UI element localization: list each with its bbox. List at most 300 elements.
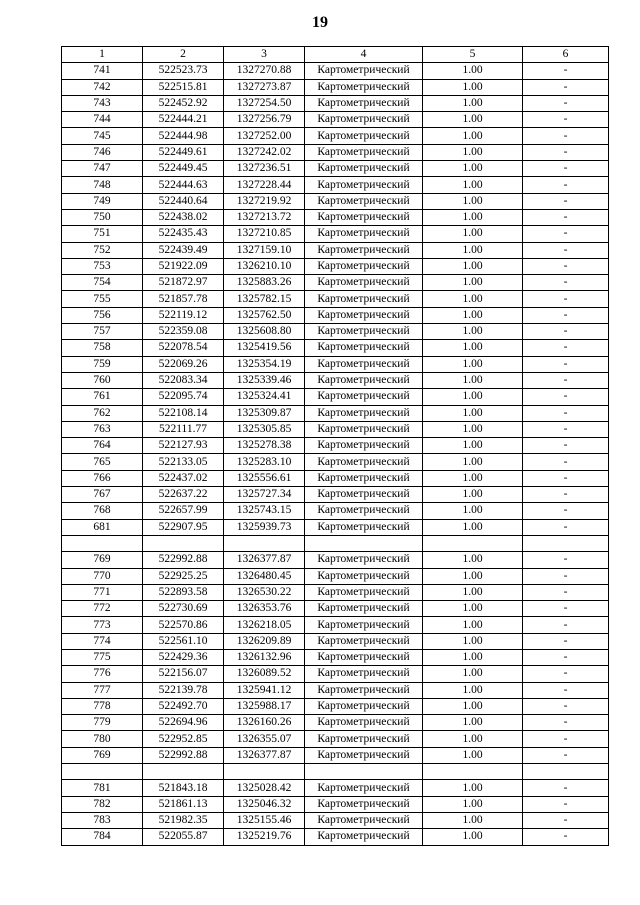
table-cell: 522492.70	[143, 698, 224, 714]
table-cell: 522439.49	[143, 242, 224, 258]
table-cell: Картометрический	[305, 649, 423, 665]
header-cell: 6	[523, 47, 609, 63]
table-cell: 766	[62, 470, 143, 486]
table-cell: -	[523, 796, 609, 812]
table-cell: -	[523, 584, 609, 600]
table-cell: -	[523, 95, 609, 111]
table-cell: Картометрический	[305, 95, 423, 111]
table-cell: Картометрический	[305, 372, 423, 388]
table-cell: -	[523, 193, 609, 209]
table-cell	[423, 535, 523, 551]
table-cell	[62, 764, 143, 780]
table-cell: 1.00	[423, 503, 523, 519]
table-cell: 1.00	[423, 731, 523, 747]
table-cell: -	[523, 128, 609, 144]
table-cell: 522440.64	[143, 193, 224, 209]
table-cell: Картометрический	[305, 715, 423, 731]
table-cell: Картометрический	[305, 356, 423, 372]
table-row	[62, 649, 609, 665]
table-cell: 521872.97	[143, 275, 224, 291]
table-row	[62, 258, 609, 274]
table-cell: Картометрический	[305, 666, 423, 682]
table-row	[62, 715, 609, 731]
table-cell: Картометрический	[305, 275, 423, 291]
table-cell: Картометрический	[305, 780, 423, 796]
table-cell: 1.00	[423, 177, 523, 193]
table-row	[62, 617, 609, 633]
table-cell: 522139.78	[143, 682, 224, 698]
table-cell: 1327252.00	[224, 128, 305, 144]
table-cell: Картометрический	[305, 340, 423, 356]
table-cell: 1325309.87	[224, 405, 305, 421]
table-cell: Картометрический	[305, 470, 423, 486]
table-cell: Картометрический	[305, 731, 423, 747]
table-row	[62, 161, 609, 177]
table-cell: 742	[62, 79, 143, 95]
table-cell: 1326218.05	[224, 617, 305, 633]
page-number: 19	[312, 14, 328, 31]
table-cell: 1327242.02	[224, 144, 305, 160]
table-cell: -	[523, 63, 609, 79]
table-row	[62, 144, 609, 160]
table-cell: 755	[62, 291, 143, 307]
table-cell: -	[523, 177, 609, 193]
table-cell: -	[523, 731, 609, 747]
table-row	[62, 731, 609, 747]
table-row	[62, 356, 609, 372]
table-row	[62, 389, 609, 405]
table-cell: 1.00	[423, 389, 523, 405]
table-row	[62, 340, 609, 356]
table-cell: 522444.21	[143, 112, 224, 128]
table-cell: Картометрический	[305, 519, 423, 535]
table-cell: 1.00	[423, 682, 523, 698]
table-cell	[224, 535, 305, 551]
table-cell: 769	[62, 552, 143, 568]
table-cell: 522452.92	[143, 95, 224, 111]
table-cell: Картометрический	[305, 584, 423, 600]
table-cell: 1.00	[423, 747, 523, 763]
table-row	[62, 438, 609, 454]
table-cell: 1.00	[423, 128, 523, 144]
header-cell: 4	[305, 47, 423, 63]
table-row	[62, 764, 609, 780]
table-cell: 1.00	[423, 79, 523, 95]
table-cell: 522893.58	[143, 584, 224, 600]
table-cell: 1.00	[423, 715, 523, 731]
table-cell: 522992.88	[143, 747, 224, 763]
table-cell: 751	[62, 226, 143, 242]
table-cell: 522119.12	[143, 307, 224, 323]
table-cell: Картометрический	[305, 487, 423, 503]
table-cell: 1327273.87	[224, 79, 305, 95]
table-row	[62, 780, 609, 796]
table-cell: 1.00	[423, 226, 523, 242]
table-cell: -	[523, 568, 609, 584]
table-cell: 522523.73	[143, 63, 224, 79]
table-cell: 1325283.10	[224, 454, 305, 470]
table-cell: -	[523, 780, 609, 796]
table-row	[62, 226, 609, 242]
table-cell: Картометрический	[305, 389, 423, 405]
table-cell: Картометрический	[305, 144, 423, 160]
table-cell: 1325354.19	[224, 356, 305, 372]
table-cell: 1.00	[423, 421, 523, 437]
table-cell: 772	[62, 601, 143, 617]
table-cell: 758	[62, 340, 143, 356]
table-cell: 1.00	[423, 698, 523, 714]
table-cell: -	[523, 372, 609, 388]
header-row	[62, 47, 609, 63]
table-cell: 1.00	[423, 780, 523, 796]
table-cell: 1326377.87	[224, 552, 305, 568]
table-cell: Картометрический	[305, 291, 423, 307]
table-cell: 1325762.50	[224, 307, 305, 323]
header-cell: 3	[224, 47, 305, 63]
table-cell: 522444.98	[143, 128, 224, 144]
table-cell: 747	[62, 161, 143, 177]
table-cell: 1325941.12	[224, 682, 305, 698]
table-row	[62, 275, 609, 291]
table-cell: 522694.96	[143, 715, 224, 731]
table-cell: 1.00	[423, 258, 523, 274]
header-cell: 1	[62, 47, 143, 63]
table-cell: Картометрический	[305, 633, 423, 649]
table-cell: -	[523, 356, 609, 372]
table-row	[62, 307, 609, 323]
table-row	[62, 682, 609, 698]
table-cell: 522078.54	[143, 340, 224, 356]
table-cell	[305, 535, 423, 551]
table-cell: 681	[62, 519, 143, 535]
table-cell: 1.00	[423, 552, 523, 568]
table-cell: -	[523, 438, 609, 454]
table-cell: 1325988.17	[224, 698, 305, 714]
table-cell: 1326355.07	[224, 731, 305, 747]
table-row	[62, 552, 609, 568]
table-cell	[143, 764, 224, 780]
table-row	[62, 601, 609, 617]
table-cell: -	[523, 389, 609, 405]
table-row	[62, 405, 609, 421]
table-cell: Картометрический	[305, 405, 423, 421]
table-cell: -	[523, 144, 609, 160]
table-cell: -	[523, 812, 609, 828]
table-cell: 521982.35	[143, 812, 224, 828]
table-row	[62, 519, 609, 535]
table-cell: -	[523, 454, 609, 470]
table-cell: 1326530.22	[224, 584, 305, 600]
table-cell: 1.00	[423, 666, 523, 682]
table-row	[62, 63, 609, 79]
table-cell	[423, 764, 523, 780]
table-row	[62, 421, 609, 437]
table-cell: 1327213.72	[224, 209, 305, 225]
table-cell: 1325883.26	[224, 275, 305, 291]
table-cell: 1326160.26	[224, 715, 305, 731]
table-cell: 1326132.96	[224, 649, 305, 665]
table-cell: 522133.05	[143, 454, 224, 470]
table-cell: 522156.07	[143, 666, 224, 682]
table-cell: 1327236.51	[224, 161, 305, 177]
table-cell: 1.00	[423, 291, 523, 307]
table-cell: 522561.10	[143, 633, 224, 649]
table-cell: 779	[62, 715, 143, 731]
table-cell: 762	[62, 405, 143, 421]
table-cell: Картометрический	[305, 796, 423, 812]
table-cell: 1325939.73	[224, 519, 305, 535]
table-cell: Картометрический	[305, 682, 423, 698]
table-cell: 1.00	[423, 275, 523, 291]
table-cell: 770	[62, 568, 143, 584]
table-cell: -	[523, 209, 609, 225]
table-row	[62, 324, 609, 340]
table-cell: -	[523, 829, 609, 845]
table-cell: 778	[62, 698, 143, 714]
table-cell: -	[523, 715, 609, 731]
table-cell: -	[523, 552, 609, 568]
table-cell: -	[523, 601, 609, 617]
table-cell: 1.00	[423, 144, 523, 160]
table-cell: 522095.74	[143, 389, 224, 405]
table-cell: Картометрический	[305, 161, 423, 177]
table-cell: Картометрический	[305, 209, 423, 225]
table-cell: 777	[62, 682, 143, 698]
table-cell: 522925.25	[143, 568, 224, 584]
table-row	[62, 372, 609, 388]
table-cell: 1325782.15	[224, 291, 305, 307]
table-cell: -	[523, 161, 609, 177]
table-cell: 1327219.92	[224, 193, 305, 209]
table-cell: 522111.77	[143, 421, 224, 437]
table-row	[62, 568, 609, 584]
table-cell: 1.00	[423, 242, 523, 258]
table-cell: 522127.93	[143, 438, 224, 454]
table-cell: 752	[62, 242, 143, 258]
table-cell: Картометрический	[305, 454, 423, 470]
table-cell: 784	[62, 829, 143, 845]
table-row	[62, 698, 609, 714]
table-cell: 1325743.15	[224, 503, 305, 519]
table-cell: 522730.69	[143, 601, 224, 617]
table-cell: 757	[62, 324, 143, 340]
table-cell: 1.00	[423, 568, 523, 584]
table-cell: 1327256.79	[224, 112, 305, 128]
table-cell: 1327159.10	[224, 242, 305, 258]
table-cell: 1.00	[423, 340, 523, 356]
table-cell: 1.00	[423, 487, 523, 503]
table-cell: Картометрический	[305, 601, 423, 617]
table-cell: -	[523, 405, 609, 421]
table-cell: 1325278.38	[224, 438, 305, 454]
table-cell: Картометрический	[305, 568, 423, 584]
table-cell: 743	[62, 95, 143, 111]
table-cell: 1.00	[423, 307, 523, 323]
table-cell: 1326089.52	[224, 666, 305, 682]
table-cell: 522907.95	[143, 519, 224, 535]
table-cell: Картометрический	[305, 193, 423, 209]
table-cell: 522437.02	[143, 470, 224, 486]
table-cell: 1.00	[423, 796, 523, 812]
table-cell: -	[523, 112, 609, 128]
table-cell: 522108.14	[143, 405, 224, 421]
table-cell: 1.00	[423, 161, 523, 177]
table-cell: 522438.02	[143, 209, 224, 225]
table-row	[62, 812, 609, 828]
table-cell: 1325155.46	[224, 812, 305, 828]
table-cell: 1.00	[423, 405, 523, 421]
table-cell: Картометрический	[305, 112, 423, 128]
table-row	[62, 291, 609, 307]
table-cell: 522435.43	[143, 226, 224, 242]
table-cell: 1.00	[423, 372, 523, 388]
table-cell: 522992.88	[143, 552, 224, 568]
header-cell: 2	[143, 47, 224, 63]
header-cell: 5	[423, 47, 523, 63]
table-cell: Картометрический	[305, 226, 423, 242]
table-cell: 522055.87	[143, 829, 224, 845]
table-cell: 769	[62, 747, 143, 763]
table-cell: -	[523, 682, 609, 698]
table-cell: 521843.18	[143, 780, 224, 796]
table-cell	[305, 764, 423, 780]
table-cell: 522515.81	[143, 79, 224, 95]
table-cell: -	[523, 324, 609, 340]
table-cell: 1326353.76	[224, 601, 305, 617]
table-row	[62, 193, 609, 209]
table-cell: 1.00	[423, 470, 523, 486]
table-cell: 522449.45	[143, 161, 224, 177]
table-cell: -	[523, 747, 609, 763]
table-cell: Картометрический	[305, 421, 423, 437]
table-row	[62, 666, 609, 682]
table-row	[62, 503, 609, 519]
table-cell: 522637.22	[143, 487, 224, 503]
table-cell: 1325046.32	[224, 796, 305, 812]
table-cell: Картометрический	[305, 324, 423, 340]
table-cell	[62, 535, 143, 551]
table-row	[62, 829, 609, 845]
table-cell: 775	[62, 649, 143, 665]
table-cell: 771	[62, 584, 143, 600]
table-cell: 1325028.42	[224, 780, 305, 796]
table-cell: Картометрический	[305, 63, 423, 79]
table-row	[62, 95, 609, 111]
table-row	[62, 454, 609, 470]
table-cell: Картометрический	[305, 503, 423, 519]
table-cell: 744	[62, 112, 143, 128]
table-cell: 1.00	[423, 209, 523, 225]
table-cell: 1327210.85	[224, 226, 305, 242]
table-cell: 759	[62, 356, 143, 372]
table-cell: 1.00	[423, 812, 523, 828]
table-cell: 768	[62, 503, 143, 519]
table-cell: 1325419.56	[224, 340, 305, 356]
table-cell: 783	[62, 812, 143, 828]
table-cell: -	[523, 258, 609, 274]
table-cell: -	[523, 519, 609, 535]
table-cell: 765	[62, 454, 143, 470]
coordinates-table	[61, 46, 609, 846]
table-cell: 1.00	[423, 63, 523, 79]
table-cell: 741	[62, 63, 143, 79]
table-cell: 521861.13	[143, 796, 224, 812]
table-cell: -	[523, 340, 609, 356]
table-cell: -	[523, 421, 609, 437]
table-row	[62, 470, 609, 486]
table-cell: 522570.86	[143, 617, 224, 633]
table-row	[62, 209, 609, 225]
table-cell: 1.00	[423, 584, 523, 600]
table-cell: 1.00	[423, 193, 523, 209]
table-cell: 1327254.50	[224, 95, 305, 111]
table-cell	[523, 535, 609, 551]
table-cell: 748	[62, 177, 143, 193]
table-cell: 1.00	[423, 324, 523, 340]
table-row	[62, 535, 609, 551]
table-cell: Картометрический	[305, 438, 423, 454]
table-cell: -	[523, 666, 609, 682]
table-cell: Картометрический	[305, 177, 423, 193]
table-cell: -	[523, 291, 609, 307]
table-cell: 1327228.44	[224, 177, 305, 193]
table-cell: Картометрический	[305, 812, 423, 828]
table-cell: 521922.09	[143, 258, 224, 274]
table-cell: 746	[62, 144, 143, 160]
table-cell: -	[523, 649, 609, 665]
table-cell: 521857.78	[143, 291, 224, 307]
table-cell: 1326210.10	[224, 258, 305, 274]
table-cell: 1.00	[423, 438, 523, 454]
table-cell: 1326209.89	[224, 633, 305, 649]
table-cell	[143, 535, 224, 551]
table-cell: Картометрический	[305, 698, 423, 714]
table-cell: -	[523, 275, 609, 291]
table-cell: 1325556.61	[224, 470, 305, 486]
table-cell: 756	[62, 307, 143, 323]
table-cell: 753	[62, 258, 143, 274]
table-cell: 522449.61	[143, 144, 224, 160]
table-cell: Картометрический	[305, 242, 423, 258]
table-cell: 1.00	[423, 601, 523, 617]
table-cell: -	[523, 503, 609, 519]
table-cell: Картометрический	[305, 258, 423, 274]
table-cell: 522083.34	[143, 372, 224, 388]
table-cell: -	[523, 242, 609, 258]
table-cell: 1325219.76	[224, 829, 305, 845]
table-cell: 745	[62, 128, 143, 144]
table-cell: 522952.85	[143, 731, 224, 747]
table-row	[62, 796, 609, 812]
table-cell: -	[523, 79, 609, 95]
table-cell: -	[523, 470, 609, 486]
table-cell: -	[523, 307, 609, 323]
table-cell: 780	[62, 731, 143, 747]
table-cell: -	[523, 617, 609, 633]
table-cell: Картометрический	[305, 128, 423, 144]
table-row	[62, 79, 609, 95]
table-cell: 1325339.46	[224, 372, 305, 388]
table-cell: 750	[62, 209, 143, 225]
table-cell: Картометрический	[305, 829, 423, 845]
table-cell: 767	[62, 487, 143, 503]
table-cell: -	[523, 633, 609, 649]
table-cell: 1.00	[423, 519, 523, 535]
table-cell: Картометрический	[305, 747, 423, 763]
table-cell: 1.00	[423, 356, 523, 372]
table-cell: 522657.99	[143, 503, 224, 519]
table-cell: 1326377.87	[224, 747, 305, 763]
